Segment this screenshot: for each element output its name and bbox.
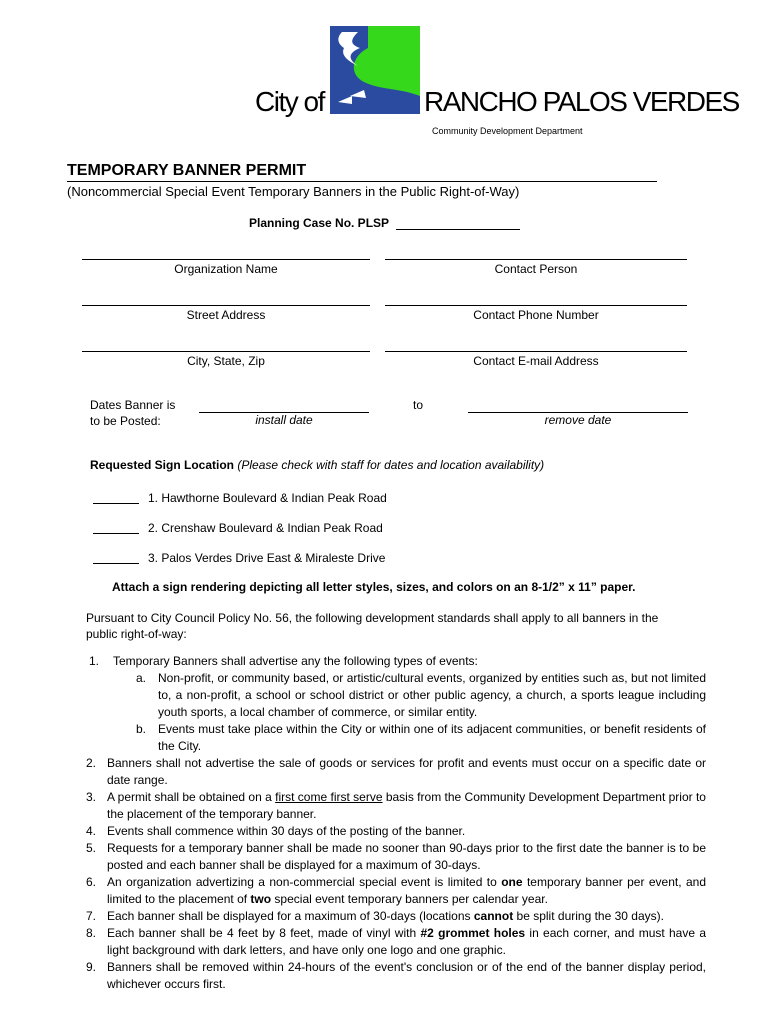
rules-list xyxy=(86,653,706,993)
remove-date-label: remove date xyxy=(544,413,612,427)
contact-person-label: Contact Person xyxy=(494,262,578,276)
location-3-checkbox[interactable] xyxy=(93,563,139,564)
rule-2: 2. Banners shall not advertise the sale of goods or services for profit and events must occur on a specific date or date range. xyxy=(86,756,706,787)
rule-1b: b. Events must take place within the City or within one of its adjacent communities, or benefit residents of the City. xyxy=(136,722,706,753)
planning-case-field[interactable] xyxy=(396,229,520,230)
contact-email-label: Contact E-mail Address xyxy=(473,354,599,368)
contact-phone-field[interactable] xyxy=(385,305,687,306)
form-subtitle: (Noncommercial Special Event Temporary Banners in the Public Right-of-Way) xyxy=(67,184,520,199)
dates-to-label: to xyxy=(413,398,424,412)
sign-location-heading xyxy=(90,458,544,472)
attach-note: Attach a sign rendering depicting all letter styles, sizes, and colors on an 8-1/2” x 11” paper. xyxy=(112,580,636,594)
rule-8-text-pre: Each banner shall be 4 feet by 8 feet, made of vinyl with xyxy=(107,926,421,940)
rule-4-text: Events shall commence within 30 days of the posting of the banner. xyxy=(107,824,466,838)
rule-6-text-post: special event temporary banners per calendar year. xyxy=(271,892,548,906)
install-date-label: install date xyxy=(255,413,313,427)
rule-7-text-pre: Each banner shall be displayed for a maximum of 30-days (locations xyxy=(107,909,474,923)
contact-phone-label: Contact Phone Number xyxy=(473,308,599,322)
rule-6-bold-2: two xyxy=(250,892,272,906)
city-of-text: City of xyxy=(255,86,324,117)
rule-1b-text: Events must take place within the City or within one of its adjacent communities, or benefit residents of the City. xyxy=(158,722,706,753)
city-name-text: RANCHO PALOS VERDES xyxy=(424,86,739,117)
location-2-label: 2. Crenshaw Boulevard & Indian Peak Road xyxy=(148,521,383,535)
contact-person-field[interactable] xyxy=(385,259,687,260)
contact-email-field[interactable] xyxy=(385,351,687,352)
rule-5-text: Requests for a temporary banner shall be made no sooner than 90-days prior to the first date the banner is to be posted and each banner shall be displayed for a maximum of 30-days. xyxy=(107,841,706,872)
location-2-checkbox[interactable] xyxy=(93,533,139,534)
dates-label-line2: to be Posted: xyxy=(90,414,161,428)
form-title: TEMPORARY BANNER PERMIT xyxy=(67,162,657,182)
rule-8: 8. Each banner shall be 4 feet by 8 feet, made of vinyl with #2 grommet holes in each corner, and must have a light background with dark letters, and have only one logo and one graphic. xyxy=(86,926,707,957)
department-text: Community Development Department xyxy=(432,126,583,136)
rule-7: 7. Each banner shall be displayed for a maximum of 30-days (locations cannot be split during the 30 days). xyxy=(86,909,664,923)
rule-6: 6. An organization advertizing a non-commercial special event is limited to one temporary banner per event, and limited to the placement of two special event temporary banners per calendar year. xyxy=(86,875,706,906)
location-1-checkbox[interactable] xyxy=(93,503,139,504)
rule-4: 4. Events shall commence within 30 days of the posting of the banner. xyxy=(86,824,466,838)
planning-case-label: Planning Case No. PLSP xyxy=(249,216,390,230)
rule-9-text: Banners shall be removed within 24-hours of the event's conclusion or of the end of the banner display period, whichever occurs first. xyxy=(107,960,706,991)
rule-7-text-post: be split during the 30 days). xyxy=(513,909,664,923)
city-state-zip-field[interactable] xyxy=(82,351,370,352)
rule-6-text-mid: temporary banner per event, and limited to the placement of xyxy=(107,875,706,906)
rule-3-underline: first come first serve xyxy=(275,790,383,804)
rule-3-text-pre: A permit shall be obtained on a xyxy=(107,790,276,804)
location-3-label: 3. Palos Verdes Drive East & Miraleste Drive xyxy=(148,551,386,565)
rule-1a-text: Non-profit, or community based, or artistic/cultural events, organized by entities such as, but not limited to, a non-profit, a school or school district or other public agency, a church, a sports league including youth sports, a local chamber of commerce, or similar entity. xyxy=(158,671,706,719)
location-1-label: 1. Hawthorne Boulevard & Indian Peak Road xyxy=(148,491,387,505)
rule-8-text-post: in each corner, and must have a light background with dark letters, and have only one logo and one graphic. xyxy=(107,926,707,957)
rule-5: 5. Requests for a temporary banner shall be made no sooner than 90-days prior to the first date the banner is to be posted and each banner shall be displayed for a maximum of 30-days. xyxy=(86,841,706,872)
organization-name-label: Organization Name xyxy=(174,262,278,276)
dates-label-line1: Dates Banner is xyxy=(90,398,176,412)
city-logo xyxy=(330,26,420,114)
dates-label xyxy=(90,397,175,429)
pursuant-paragraph: Pursuant to City Council Policy No. 56, the following development standards shall apply to all banners in the public right-of-way: xyxy=(86,611,659,641)
city-state-zip-label: City, State, Zip xyxy=(187,354,265,368)
street-address-label: Street Address xyxy=(186,308,266,322)
rule-7-bold: cannot xyxy=(473,909,514,923)
rule-3: 3. A permit shall be obtained on a first come first serve basis from the Community Development Department prior to the placement of the temporary banner. xyxy=(86,790,706,821)
rule-8-bold: #2 grommet holes xyxy=(420,926,526,940)
rule-6-bold-1: one xyxy=(501,875,523,889)
organization-name-field[interactable] xyxy=(82,259,370,260)
rule-1: 1. Temporary Banners shall advertise any the following types of events: xyxy=(89,654,478,668)
rule-3-text-post: basis from the Community Development Department prior to the placement of the temporary banner. xyxy=(107,790,706,821)
rule-2-text: Banners shall not advertise the sale of goods or services for profit and events must occur on a specific date or date range. xyxy=(107,756,706,787)
rule-9: 9. Banners shall be removed within 24-hours of the event's conclusion or of the end of the banner display period, whichever occurs first. xyxy=(86,960,706,991)
rule-1a: a. Non-profit, or community based, or artistic/cultural events, organized by entities such as, but not limited to, a non-profit, a school or school district or other public agency, a church, a sports league including youth sports, a local chamber of commerce, or similar entity. xyxy=(136,671,706,719)
sign-location-title: Requested Sign Location xyxy=(90,458,235,472)
rule-1-text: Temporary Banners shall advertise any the following types of events: xyxy=(113,654,478,668)
rule-6-text-pre: An organization advertizing a non-commercial special event is limited to xyxy=(107,875,502,889)
sign-location-note: (Please check with staff for dates and location availability) xyxy=(237,458,545,472)
street-address-field[interactable] xyxy=(82,305,370,306)
